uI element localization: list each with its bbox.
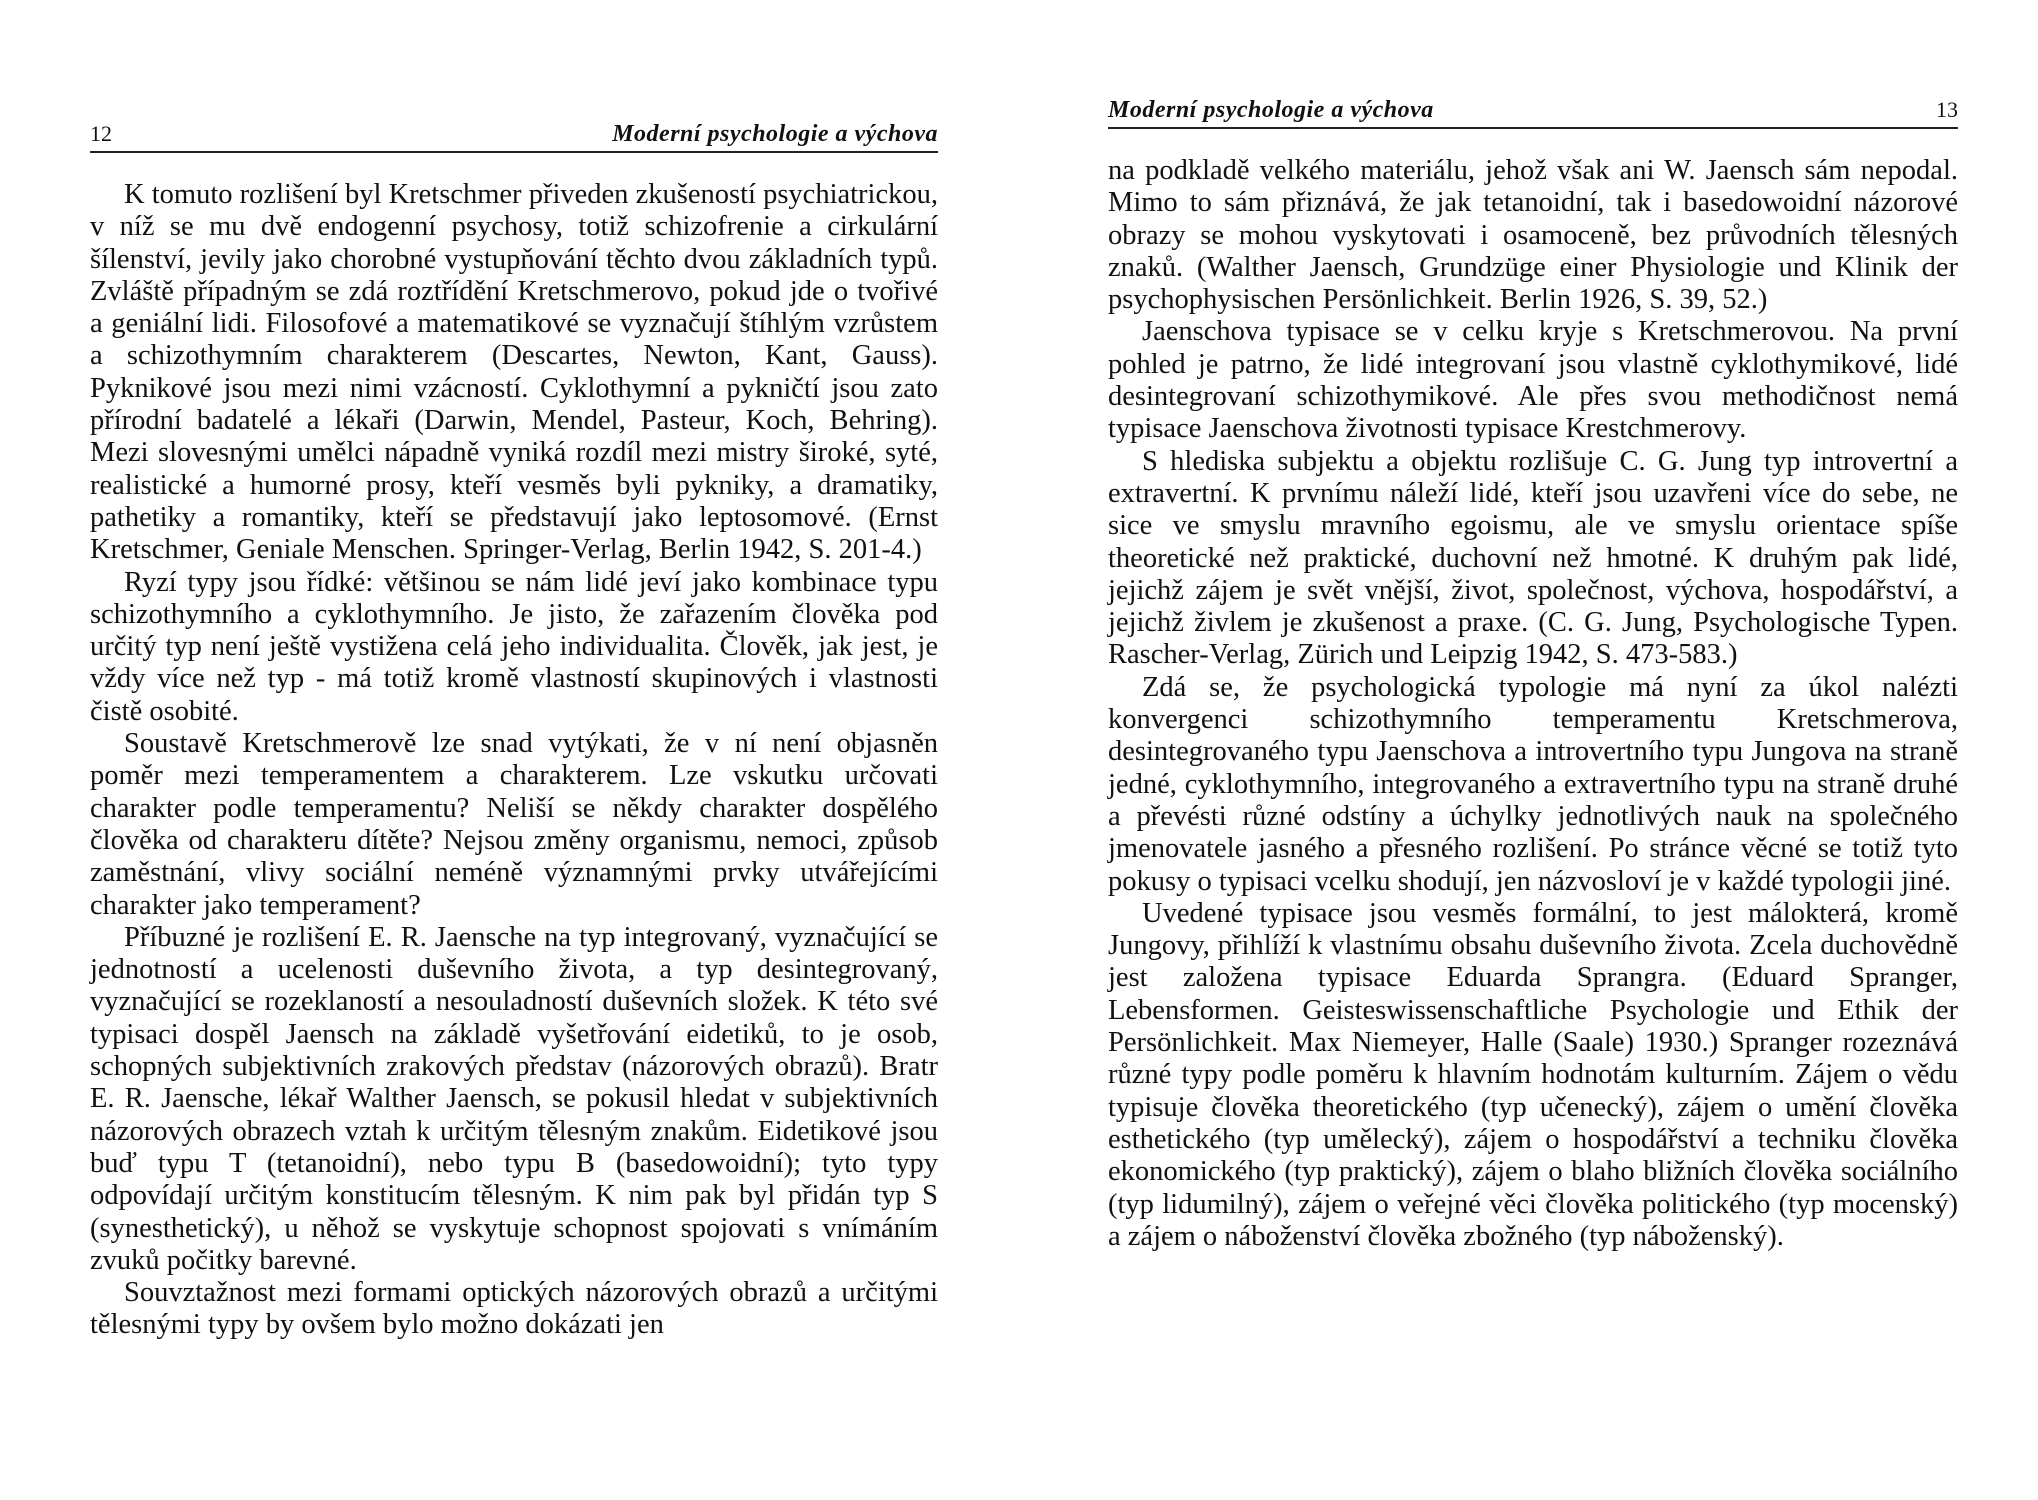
right-page-body bbox=[1108, 155, 1958, 1253]
paragraph: K tomuto rozlišení byl Kretschmer přiveden zkušeností psychiatrickou, v níž se mu dvě endogenní psychosy, totiž schizofrenie a cirkulární šílenství, jevily jako chorobné vystupňování těchto dvou základních typů. Zvláště případným se zdá roztřídění Kretschmerovo, pokud jde o tvořivé a geniální lidi. Filosofové a matematikové se vyznačují štíhlým vzrůstem a schizothymním charakterem (Descartes, Newton, Kant, Gauss). Pyknikové jsou mezi nimi vzácností. Cyklothymní a pykničtí jsou zato přírodní badatelé a lékaři (Darwin, Mendel, Pasteur, Koch, Behring). Mezi slovesnými umělci nápadně vyniká rozdíl mezi mistry široké, syté, realistické a humorné prosy, kteří vesměs byli pykniky, a dramatiky, pathetiky a romantiky, kteří se představují jako leptosomové. (Ernst Kretschmer, Geniale Menschen. Springer-Verlag, Berlin 1942, S. 201-4.) bbox=[90, 179, 938, 566]
paragraph: S hlediska subjektu a objektu rozlišuje C. G. Jung typ introvertní a extravertní. K prvnímu náleží lidé, kteří jsou uzavřeni více do sebe, ne sice ve smyslu mravního egoismu, ale ve smyslu orientace spíše theoretické než praktické, duchovní než hmotné. K druhým pak lidé, jejichž zájem je svět vnější, život, společnost, výchova, hospodářství, a jejichž živlem je zkušenost a praxe. (C. G. Jung, Psychologische Typen. Rascher-Verlag, Zürich und Leipzig 1942, S. 473-583.) bbox=[1108, 445, 1958, 671]
left-page bbox=[90, 120, 938, 1342]
right-page-header bbox=[1108, 96, 1958, 129]
left-page-header bbox=[90, 120, 938, 153]
paragraph: Jaenschova typisace se v celku kryje s Kretschmerovou. Na první pohled je patrno, že lidé integrovaní jsou vlastně cyklothymikové, lidé desintegrovaní schizothymikové. Ale přes svou methodičnost nemá typisace Jaenschova životnosti typisace Krestchmerovy. bbox=[1108, 316, 1958, 445]
running-title: Moderní psychologie a výchova bbox=[1108, 97, 1434, 123]
right-page bbox=[1108, 96, 1958, 1253]
paragraph: Uvedené typisace jsou vesměs formální, to jest málokterá, kromě Jungovy, přihlíží k vlastnímu obsahu duševního života. Zcela duchovědně jest založena typisace Eduarda Sprangra. (Eduard Spranger, Lebensformen. Geisteswissenschaftliche Psychologie und Ethik der Persönlichkeit. Max Niemeyer, Halle (Saale) 1930.) Spranger rozeznává různé typy podle poměru k hlavním hodnotám kulturním. Zájem o vědu typisuje člověka theoretického (typ učenecký), zájem o umění člověka esthetického (typ umělecký), zájem o hospodářství a techniku člověka ekonomického (typ praktický), zájem o blaho bližních člověka sociálního (typ lidumilný), zájem o veřejné věci člověka politického (typ mocenský) a zájem o náboženství člověka zbožného (typ náboženský). bbox=[1108, 897, 1958, 1252]
paragraph: Soustavě Kretschmerově lze snad vytýkati, že v ní není objasněn poměr mezi temperamentem a charakterem. Lze vskutku určovati charakter podle temperamentu? Neliší se někdy charakter dospělého člověka od charakteru dítěte? Nejsou změny organismu, nemoci, způsob zaměstnání, vlivy sociální neméně významnými prvky utvářejícími charakter jako temperament? bbox=[90, 728, 938, 921]
left-page-body bbox=[90, 179, 938, 1342]
paragraph: na podkladě velkého materiálu, jehož však ani W. Jaensch sám nepodal. Mimo to sám přiznává, že jak tetanoidní, tak i basedowoidní názorové obrazy se mohou vyskytovati i osamoceně, bez průvodních tělesných znaků. (Walther Jaensch, Grundzüge einer Physiologie und Klinik der psychophysischen Persönlichkeit. Berlin 1926, S. 39, 52.) bbox=[1108, 155, 1958, 316]
paragraph: Příbuzné je rozlišení E. R. Jaensche na typ integrovaný, vyznačující se jednotností a ucelenosti duševního života, a typ desintegrovaný, vyznačující se rozeklaností a nesouladností duševních složek. K této své typisaci dospěl Jaensch na základě vyšetřování eidetiků, to je osob, schopných subjektivních zrakových představ (názorových obrazů). Bratr E. R. Jaensche, lékař Walther Jaensch, se pokusil hledat v subjektivních názorových obrazech vztah k určitým tělesným znakům. Eidetikové jsou buď typu T (tetanoidní), nebo typu B (basedowoidní); tyto typy odpovídají určitým konstitucím tělesným. K nim pak byl přidán typ S (synesthetický), u něhož se vyskytuje schopnost spojovati s vnímáním zvuků počitky barevné. bbox=[90, 921, 938, 1276]
paragraph: Zdá se, že psychologická typologie má nyní za úkol nalézti konvergenci schizothymního temperamentu Kretschmerova, desintegrovaného typu Jaenschova a introvertního typu Jungova na straně jedné, cyklothymního, integrovaného a extravertního typu na straně druhé a převésti různé odstíny a úchylky jednotlivých nauk na společného jmenovatele jasného a přesného rozlišení. Po stránce věcné se totiž tyto pokusy o typisaci vcelku shodují, jen názvosloví je v každé typologii jiné. bbox=[1108, 671, 1958, 897]
page-number: 13 bbox=[1936, 97, 1958, 122]
running-title: Moderní psychologie a výchova bbox=[612, 121, 938, 147]
paragraph: Souvztažnost mezi formami optických názorových obrazů a určitými tělesnými typy by ovšem bylo možno dokázati jen bbox=[90, 1277, 938, 1341]
page-number: 12 bbox=[90, 121, 112, 146]
paragraph: Ryzí typy jsou řídké: většinou se nám lidé jeví jako kombinace typu schizothymního a cyklothymního. Je jisto, že zařazením člověka pod určitý typ není ještě vystižena celá jeho individualita. Člověk, jak jest, je vždy více než typ - má totiž kromě vlastností skupinových i vlastnosti čistě osobité. bbox=[90, 566, 938, 727]
